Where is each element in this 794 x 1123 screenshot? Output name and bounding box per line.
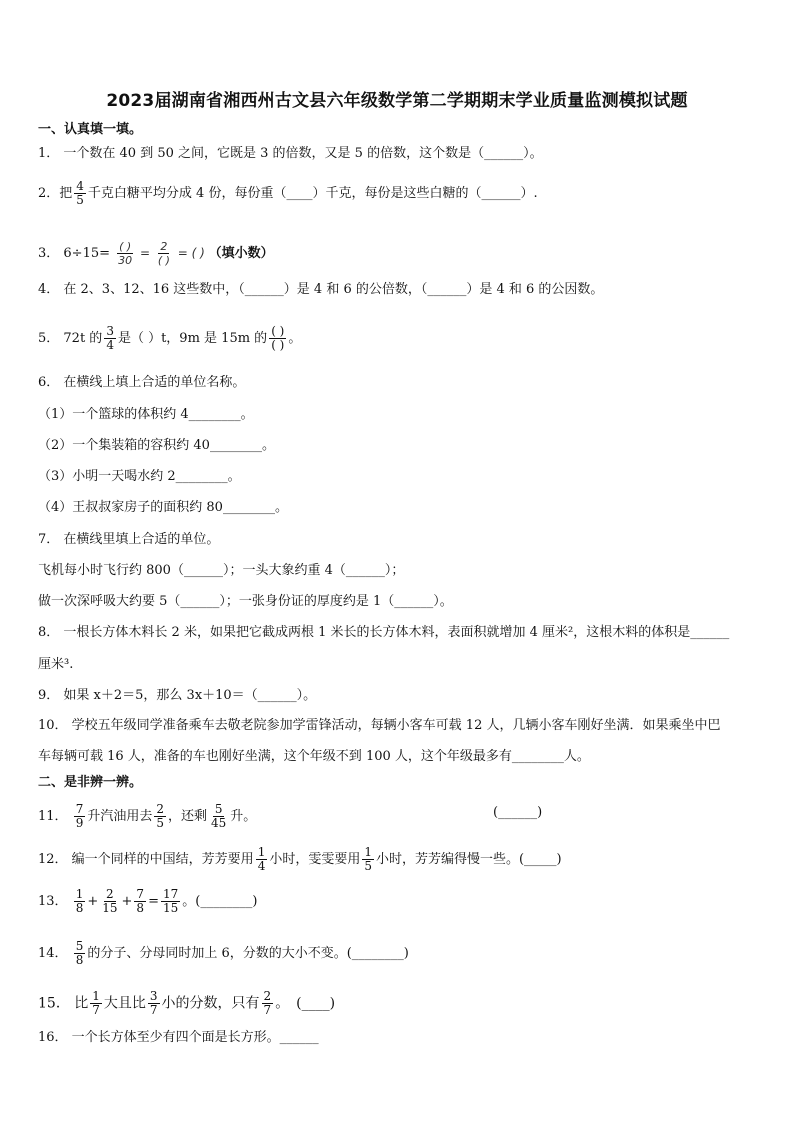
q13-b-num: 2 xyxy=(106,887,114,901)
q11-text-2: ，还剩 xyxy=(167,809,207,824)
question-8-line-1: 8． 一根长方体木料长 2 米，如果把它截成两根 1 米长的长方体木料，表面积就增加 4 厘米²，这根木料的体积是______ xyxy=(38,625,730,640)
q15-text-3: 。 (____) xyxy=(275,995,336,1012)
q15-c-den: 7 xyxy=(263,1003,272,1017)
question-6: 6． 在横线上填上合适的单位名称。 xyxy=(38,375,246,390)
q5-prefix: 5． 72t 的 xyxy=(38,331,103,346)
q3-handwritten-equation xyxy=(114,240,209,267)
q5-ans-den: ( ) xyxy=(271,338,285,352)
question-4: 4． 在 2、3、12、16 这些数中，（______）是 4 和 6 的公倍数，（______）是 4 和 6 的公因数。 xyxy=(38,282,604,297)
question-1: 1． 一个数在 40 到 50 之间，它既是 3 的倍数，又是 5 的倍数，这个数是（______）。 xyxy=(38,146,543,161)
q15-text-1: 大且比 xyxy=(103,995,146,1012)
q3-fraction-2 xyxy=(156,240,172,267)
q13-answer-blank: 。(________) xyxy=(182,894,258,909)
question-8-line-2: 厘米³. xyxy=(38,657,74,672)
q13-plus-1: + xyxy=(87,894,99,909)
question-6-3: （3）小明一天喝水约 2________。 xyxy=(38,469,241,484)
q3-f2-den: ( ) xyxy=(157,254,170,267)
q15-fraction-c xyxy=(262,990,274,1017)
q14-text: 的分子、分母同时加上 6，分数的大小不变。(________) xyxy=(87,946,409,961)
question-7-2: 做一次深呼吸大约要 5（______）；一张身份证的厚度约是 1（______）。 xyxy=(38,594,453,609)
q15-a-den: 7 xyxy=(92,1003,100,1017)
q11-b-den: 5 xyxy=(156,816,164,830)
q5-ans-num: ( ) xyxy=(271,324,285,338)
q11-fraction-c xyxy=(209,803,228,830)
q3-suffix: （填小数） xyxy=(208,246,274,261)
q11-a-den: 9 xyxy=(75,816,84,830)
q15-fraction-a xyxy=(90,990,102,1017)
q15-b-den: 7 xyxy=(149,1003,158,1017)
q13-a-num: 1 xyxy=(75,887,84,901)
q15-prefix: 15． 比 xyxy=(38,995,89,1012)
q3-f1-den: 30 xyxy=(118,254,133,267)
q13-d-num: 17 xyxy=(162,887,179,901)
q2-frac-den: 5 xyxy=(76,193,84,207)
q13-c-num: 7 xyxy=(136,887,145,901)
q15-a-num: 1 xyxy=(92,989,100,1003)
q14-den: 8 xyxy=(75,953,84,967)
q5-answer-fraction xyxy=(269,325,286,352)
q11-answer-blank: (______) xyxy=(493,805,543,820)
q15-b-num: 3 xyxy=(149,989,158,1003)
q11-a-num: 7 xyxy=(75,802,84,816)
q2-prefix: 2．把 xyxy=(38,186,73,201)
q13-fraction-c xyxy=(134,888,146,915)
q13-equals: = xyxy=(148,894,159,909)
q14-fraction xyxy=(74,940,86,967)
q3-f1-num: ( ) xyxy=(119,240,132,253)
q15-fraction-b xyxy=(148,990,160,1017)
question-5 xyxy=(38,325,301,352)
q13-fraction-a xyxy=(74,888,86,915)
question-11 xyxy=(38,803,758,830)
q3-equals: = xyxy=(139,246,151,260)
q11-fraction-a xyxy=(74,803,86,830)
question-6-4: （4）王叔叔家房子的面积约 80________。 xyxy=(38,500,288,515)
q12-fraction-b xyxy=(362,846,374,873)
q11-text-3: 升。 xyxy=(230,809,257,824)
q11-b-num: 2 xyxy=(156,802,164,816)
q3-equals-2: = ( ) xyxy=(177,246,205,260)
question-16: 16． 一个长方体至少有四个面是长方形。______ xyxy=(38,1030,319,1045)
q13-a-den: 8 xyxy=(75,901,84,915)
q14-num: 5 xyxy=(75,939,84,953)
question-15 xyxy=(38,990,335,1017)
question-14 xyxy=(38,940,409,967)
q11-c-num: 5 xyxy=(214,802,223,816)
question-13 xyxy=(38,888,257,915)
q12-b-den: 5 xyxy=(364,859,372,873)
question-6-1: （1）一个篮球的体积约 4________。 xyxy=(38,407,254,422)
q2-frac-num: 4 xyxy=(76,179,84,193)
page-title: 2023届湖南省湘西州古文县六年级数学第二学期期末学业质量监测模拟试题 xyxy=(106,91,688,111)
q12-text-1: 小时，雯雯要用 xyxy=(269,852,361,867)
q2-suffix: 千克白糖平均分成 4 份，每份重（____）千克，每份是这些白糖的（______）. xyxy=(87,186,538,201)
question-9: 9． 如果 x＋2＝5，那么 3x＋10＝（______）。 xyxy=(38,688,317,703)
q12-a-den: 4 xyxy=(257,859,266,873)
section-2-heading: 二、是非辨一辨。 xyxy=(38,775,143,790)
q13-d-den: 15 xyxy=(162,901,179,915)
question-10-line-2: 车每辆可载 16 人，准备的车也刚好坐满，这个年级不到 100 人，这个年级最多有________人。 xyxy=(38,749,590,764)
q12-prefix: 12． 编一个同样的中国结，芳芳要用 xyxy=(38,852,254,867)
q13-fraction-b xyxy=(100,888,119,915)
question-7-1: 飞机每小时飞行约 800（______）；一头大象约重 4（______）； xyxy=(38,563,405,578)
q15-c-num: 2 xyxy=(263,989,272,1003)
q15-text-2: 小的分数，只有 xyxy=(161,995,260,1012)
q12-text-2: 小时，芳芳编得慢一些。(_____) xyxy=(375,852,562,867)
q11-text-1: 升汽油用去 xyxy=(87,809,153,824)
q3-prefix: 3． 6÷15= xyxy=(38,246,111,261)
question-6-2: （2）一个集装箱的容积约 40________。 xyxy=(38,438,275,453)
question-2 xyxy=(38,180,538,207)
q2-fraction xyxy=(74,180,86,207)
question-3 xyxy=(38,240,274,267)
q12-fraction-a xyxy=(256,846,268,873)
question-10-line-1: 10． 学校五年级同学准备乘车去敬老院参加学雷锋活动，每辆小客车可载 12 人，几辆小客车刚好坐满．如果乘坐中巴 xyxy=(38,718,721,733)
q13-fraction-d xyxy=(161,888,180,915)
q12-b-num: 1 xyxy=(364,845,372,859)
question-12 xyxy=(38,846,562,873)
q5-fraction xyxy=(104,325,116,352)
q3-fraction-1 xyxy=(116,240,134,267)
q3-f2-num: 2 xyxy=(160,240,168,253)
question-7: 7． 在横线里填上合适的单位。 xyxy=(38,532,220,547)
q5-frac-num: 3 xyxy=(106,324,114,338)
q14-number: 14． xyxy=(38,946,68,961)
q13-plus-2: + xyxy=(121,894,133,909)
q11-fraction-b xyxy=(154,803,166,830)
q11-c-den: 45 xyxy=(211,816,227,830)
q5-frac-den: 4 xyxy=(106,338,114,352)
q13-c-den: 8 xyxy=(136,901,145,915)
q12-a-num: 1 xyxy=(257,845,266,859)
q13-number: 13． xyxy=(38,894,68,909)
q5-suffix: 。 xyxy=(288,331,302,346)
section-1-heading: 一、认真填一填。 xyxy=(38,122,143,137)
q13-b-den: 15 xyxy=(102,901,118,915)
q11-number: 11． xyxy=(38,809,68,824)
q5-middle: 是（ ）t，9m 是 15m 的 xyxy=(117,331,268,346)
